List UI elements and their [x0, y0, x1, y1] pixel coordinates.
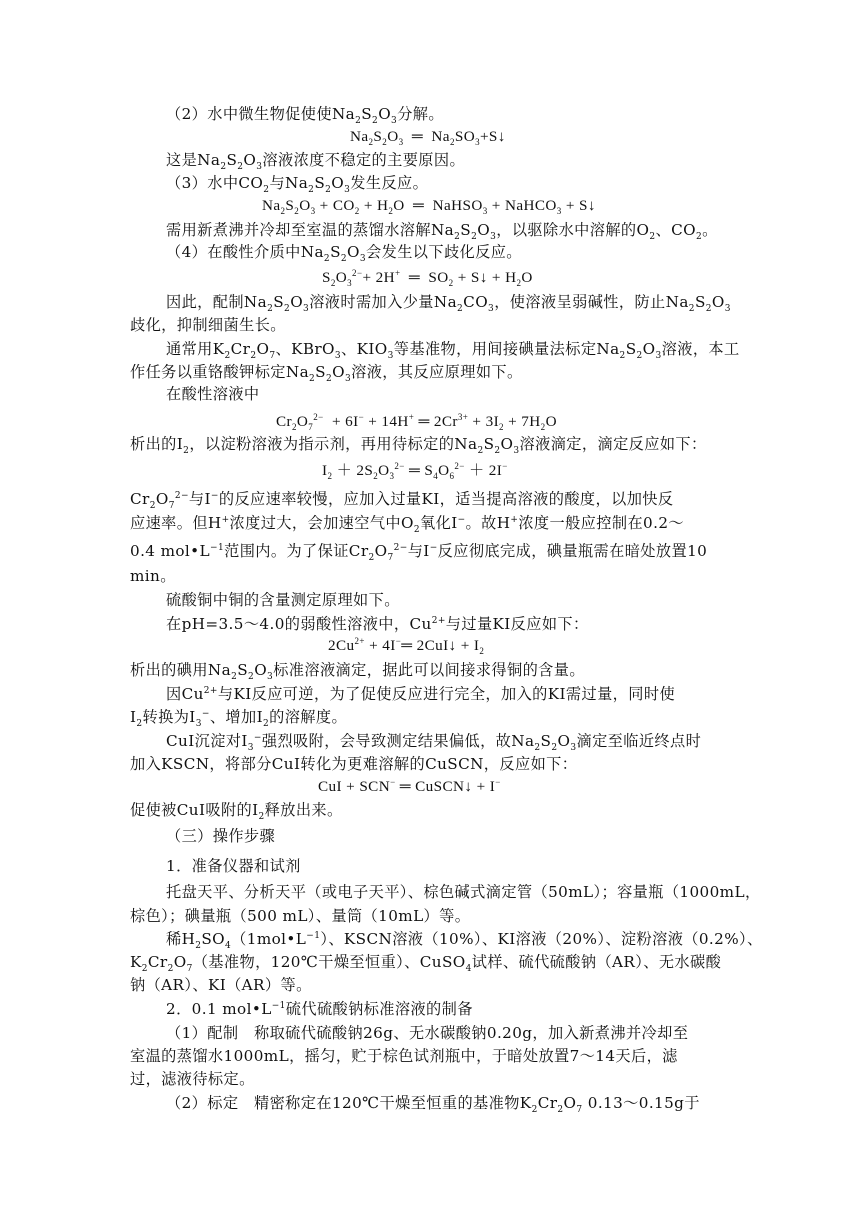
paragraph-line: 室温的蒸馏水1000mL，摇匀，贮于棕色试剂瓶中，于暗处放置7～14天后，滤 — [130, 1047, 678, 1065]
paragraph-line: 歧化，抑制细菌生长。 — [130, 316, 286, 334]
paragraph-line: 这是$Na_2S_2O_3$溶液浓度不稳定的主要原因。 — [166, 151, 466, 173]
equation: CuI + SCN− ═ CuSCN↓ + I− — [318, 776, 501, 795]
paragraph-line: （4）在酸性介质中$Na_2S_2O_3$会发生以下歧化反应。 — [166, 243, 522, 265]
paragraph-line: 应速率。但H+浓度过大，会加速空气中$O_2$氧化I−。故H+浓度一般应控制在0.2～ — [130, 514, 684, 536]
paragraph-line: 在pH=3.5～4.0的弱酸性溶液中，$Cu^{2+}$与过量KI反应如下： — [166, 615, 589, 633]
subsection-heading: 1．准备仪器和试剂 — [166, 857, 301, 875]
paragraph-line: （2）标定 精密称定在120℃干燥至恒重的基准物$K_2Cr_2O_7$ 0.13～0.15g于 — [166, 1094, 700, 1116]
paragraph-line: 在酸性溶液中 — [166, 385, 260, 403]
paragraph-line: 钠（AR）、KI（AR）等。 — [130, 976, 312, 994]
paragraph-line: （3）水中$CO_2$与$Na_2S_2O_3$发生反应。 — [166, 174, 429, 196]
paragraph-line: 硫酸铜中铜的含量测定原理如下。 — [166, 591, 400, 609]
equation: $Na_2S_2O_3 + CO_2 + H_2O$ ═ NaHSO$_3$ + NaHCO$_3$ + S↓ — [262, 197, 596, 217]
paragraph-line: 需用新煮沸并冷却至室温的蒸馏水溶解$Na_2S_2O_3$，以驱除水中溶解的$O_2$、$CO_2$。 — [166, 221, 718, 243]
paragraph-line: $K_2Cr_2O_7$（基准物，120℃干燥至恒重）、CuSO$_4$试样、硫代硫酸钠（AR）、无水碳酸 — [130, 953, 722, 975]
paragraph-line: 0.4 $mol•L^{-1}$范围内。为了保证$Cr_2O_7^{2-}$与I−反应彻底完成，碘量瓶需在暗处放置10 — [130, 542, 708, 564]
section-heading: （三）操作步骤 — [166, 827, 276, 845]
subsection-heading: 2．0.1 $mol•L^{-1}$硫代硫酸钠标准溶液的制备 — [166, 1000, 473, 1018]
equation: $2Cu^{2+}$ + 4I−═ 2CuI↓ + $I_2$ — [328, 635, 485, 657]
paragraph-line: 过，滤液待标定。 — [130, 1070, 255, 1088]
equation: $I_2 + 2S_2O_3^{2-}$ ═ $S_4O_6^{2-} + 2I^-$ — [322, 460, 508, 482]
paragraph-line: 稀$H_2SO_4(1mol•L^{-1})$、KSCN溶液（10%）、KI溶液（20%）、淀粉溶液（0.2%）、 — [166, 930, 763, 952]
paragraph-line: 析出的碘用$Na_2S_2O_3$标准溶液滴定，据此可以间接求得铜的含量。 — [130, 661, 585, 683]
paragraph-line: $I_2$转换为$I_3^-$、增加$I_2$的溶解度。 — [130, 708, 348, 730]
paragraph-line: 通常用$K_2Cr_2O_7$、KBrO$_3$、$KIO_3$等基准物，用间接碘量法标定$Na_2S_2O_3$溶液，本工 — [166, 340, 740, 362]
paragraph-line: min。 — [130, 567, 176, 585]
paragraph-line: 棕色）；碘量瓶（500 mL）、量筒（10mL）等。 — [130, 907, 471, 925]
paragraph-line: 促使被CuI吸附的$I_2$释放出来。 — [130, 801, 343, 823]
paragraph-line: （2）水中微生物促使使$Na_2S_2O_3$分解。 — [166, 105, 444, 127]
paragraph-line: （1）配制 称取硫代硫酸钠26g、无水碳酸钠0.20g，加入新煮沸并冷却至 — [166, 1024, 689, 1042]
paragraph-line: $Cr_2O_7^{2-}$与I−的反应速率较慢，应加入过量KI，适当提高溶液的酸度，以加快反 — [130, 490, 674, 512]
paragraph-line: 作任务以重铬酸钾标定$Na_2S_2O_3$溶液，其反应原理如下。 — [130, 363, 523, 385]
paragraph-line: 析出的$I_2$，以淀粉溶液为指示剂，再用待标定的$Na_2S_2O_3$溶液滴定，滴定反应如下： — [130, 435, 707, 457]
paragraph-line: CuI沉淀对$I_3^-$强烈吸附，会导致测定结果偏低，故$Na_2S_2O_3$滴定至临近终点时 — [166, 732, 702, 754]
paragraph-line: 托盘天平、分析天平（或电子天平）、棕色碱式滴定管（50mL）；容量瓶（1000mL， — [166, 883, 761, 901]
equation: $Cr_2O_7^{2-} + 6I^- + 14H^+$ ═ $2Cr^{3+} + 3I_2 + 7H_2O$ — [276, 411, 557, 433]
equation: $S_2O_3^{2-}+ 2H^+$ ═ $SO_2$ + S↓ + $H_2O$ — [322, 267, 533, 289]
paragraph-line: 加入KSCN，将部分CuI转化为更难溶解的CuSCN，反应如下： — [130, 755, 578, 773]
equation: $Na_2S_2O_3$ ═ $Na_2SO_3+S↓$ — [350, 128, 506, 148]
paragraph-line: 因$Cu^{2+}$与KI反应可逆，为了促使反应进行完全，加入的KI需过量，同时使 — [166, 685, 676, 703]
paragraph-line: 因此，配制$Na_2S_2O_3$溶液时需加入少量$Na_2CO_3$，使溶液呈弱碱性，防止$Na_2S_2O_3$ — [166, 293, 731, 315]
